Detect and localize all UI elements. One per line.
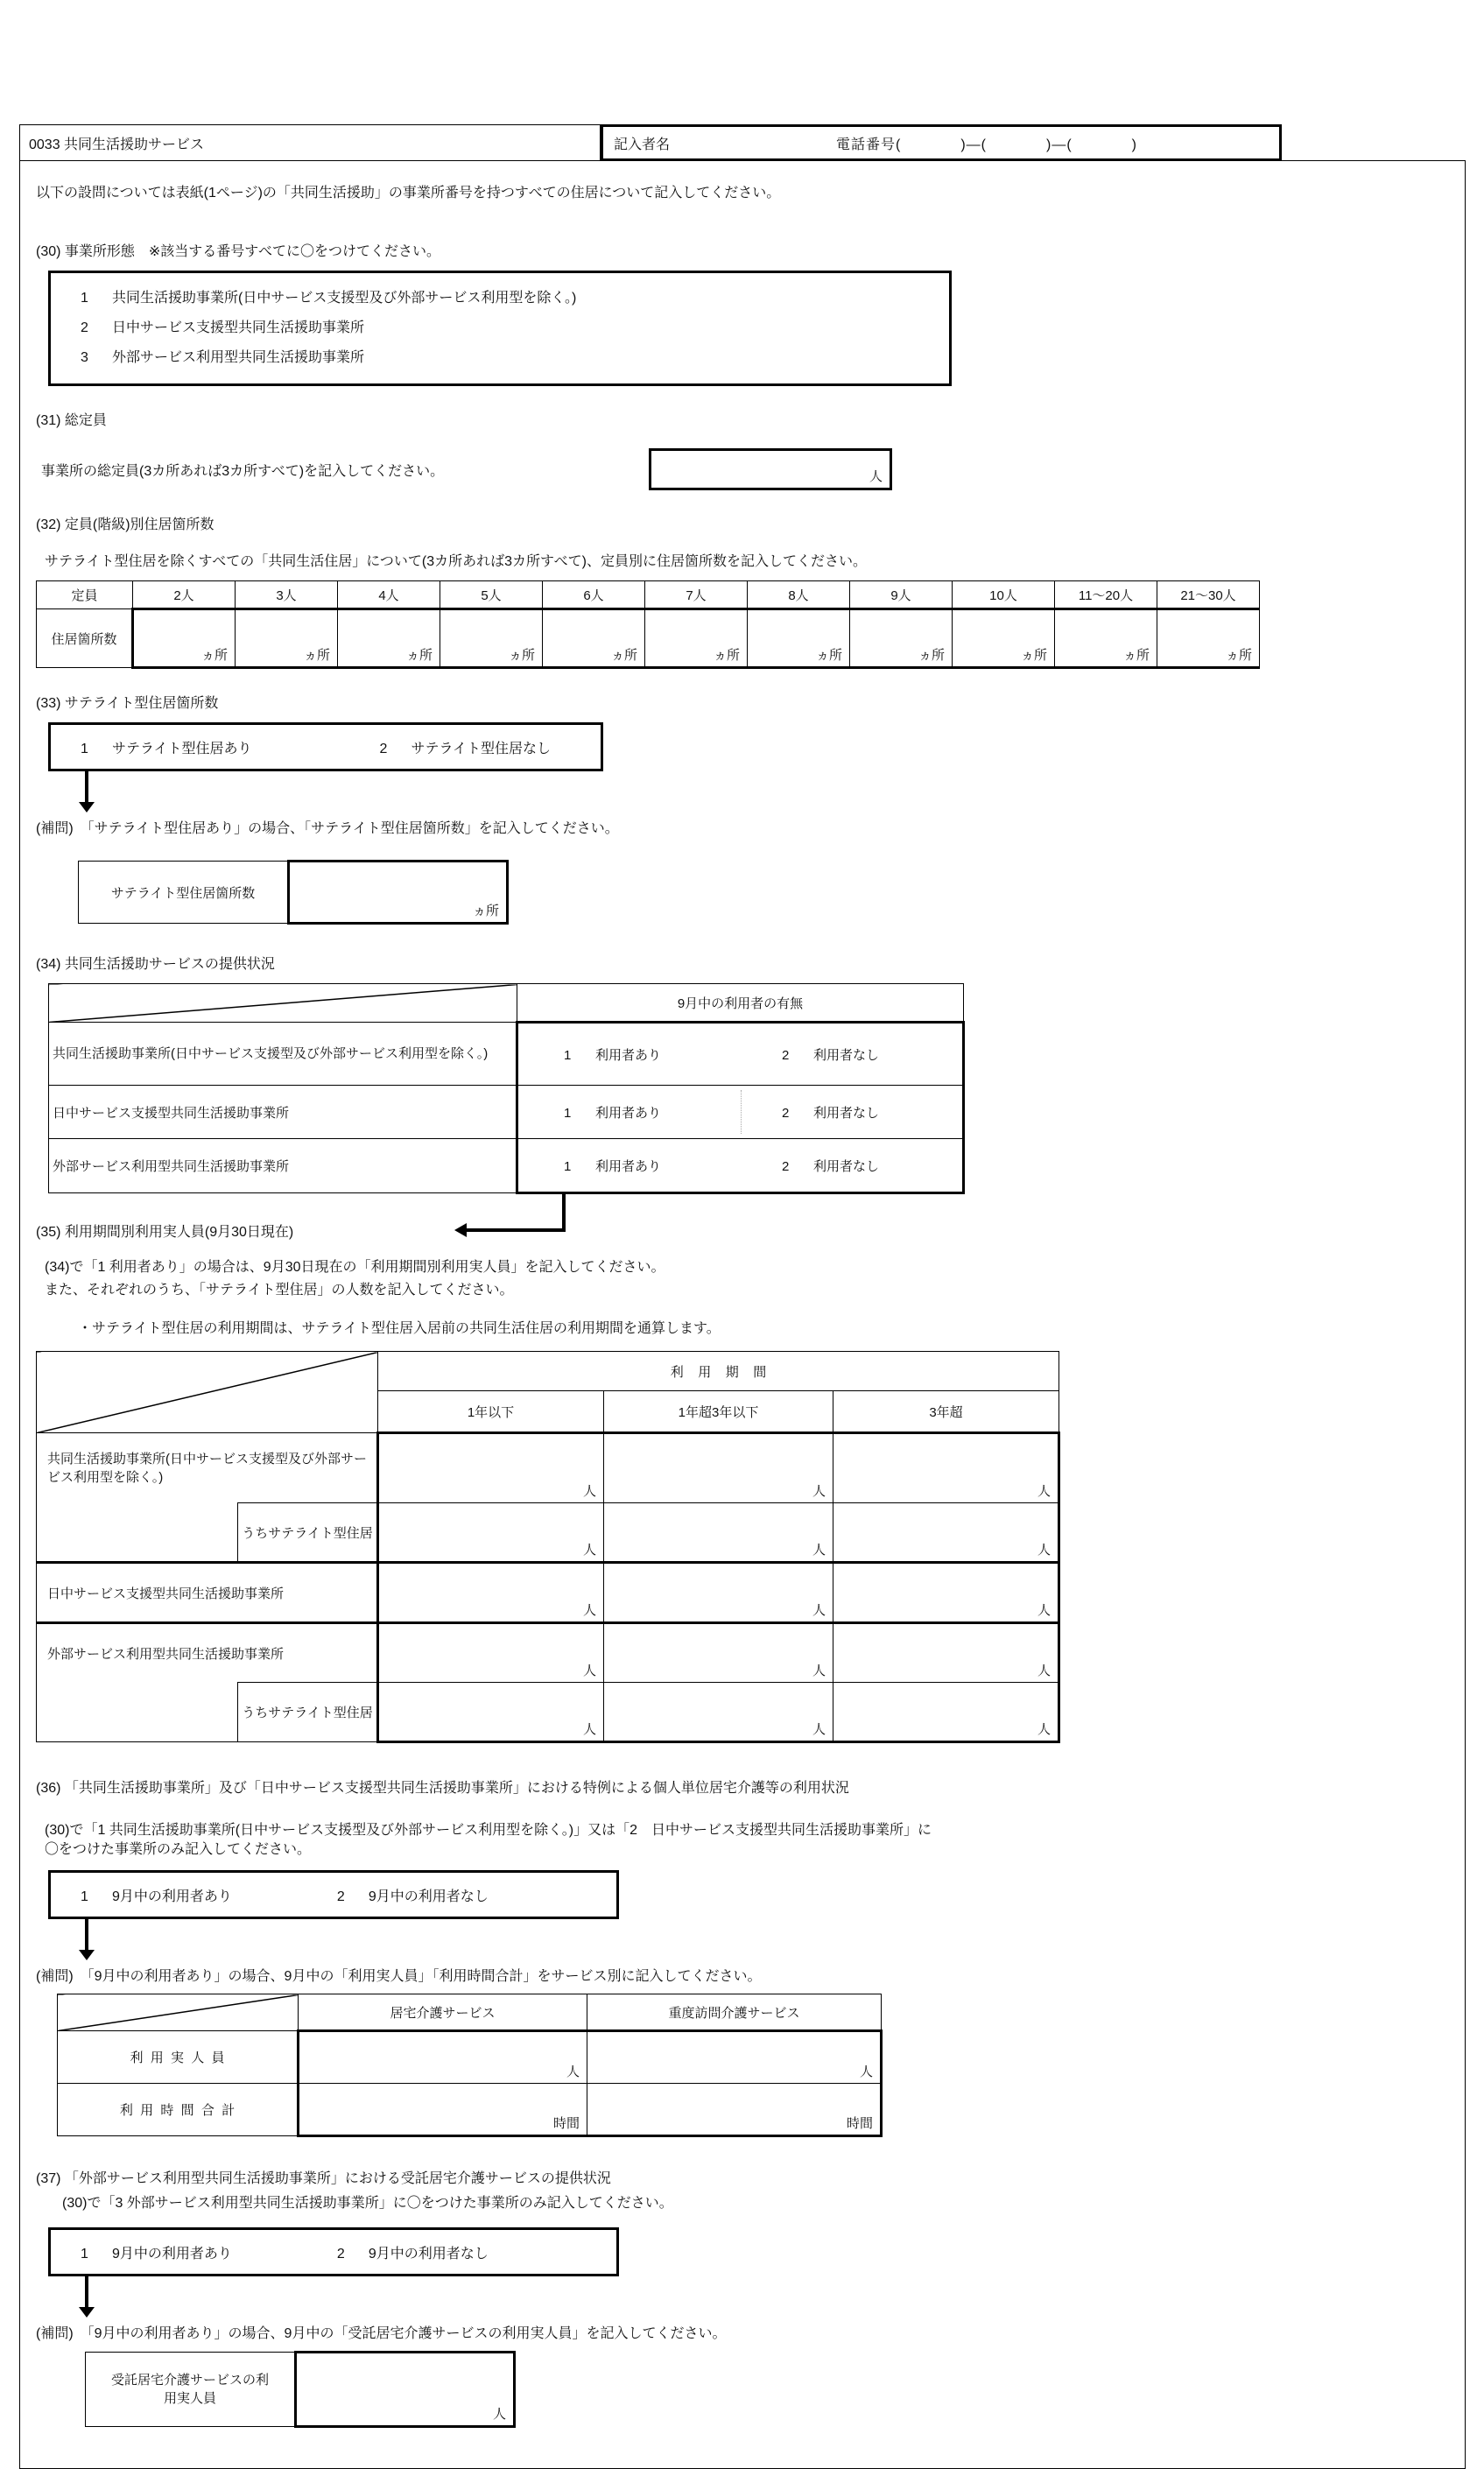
q30-option-1[interactable] [81, 284, 949, 313]
unit-person: 人 [582, 1603, 596, 1618]
q32-entry-cell[interactable] [850, 609, 953, 668]
unit-person: 人 [869, 469, 883, 484]
q34-col-header: 9月中の利用者の有無 [517, 984, 964, 1023]
q31-row [36, 448, 1449, 490]
q35-entry-cell[interactable] [378, 1623, 604, 1683]
q34-answer-cell [517, 1023, 964, 1086]
q36-option-1-label[interactable]: 9月中の利用者あり [112, 1889, 232, 1904]
q30-option-2[interactable] [81, 313, 949, 343]
q35-entry-cell[interactable] [378, 1683, 604, 1742]
q35-entry-cell[interactable] [378, 1433, 604, 1503]
q32-table [36, 580, 1260, 669]
q36-row-label: 利用実人員 [58, 2031, 299, 2084]
unit-places: ヵ所 [918, 648, 945, 663]
q32-entry-cell[interactable] [1157, 609, 1260, 668]
q37-entry-label: 受託居宅介護サービスの利 用実人員 [86, 2353, 296, 2427]
q30-heading: (30) 事業所形態 ※該当する番号すべてに〇をつけてください。 [36, 244, 440, 259]
q35-instruction-2: また、それぞれのうち、「サテライト型住居」の人数を記入してください。 [45, 1283, 514, 1298]
form-code-title: 0033 共同生活援助サービス [29, 137, 205, 152]
unit-places: ヵ所 [200, 648, 228, 663]
q37-entry-table [85, 2351, 516, 2428]
intro-text: 以下の設問については表紙(1ページ)の「共同生活援助」の事業所番号を持つすべての住居について記入してください。 [36, 186, 781, 200]
q36-instruction-line2: 〇をつけた事業所のみ記入してください。 [45, 1842, 312, 1857]
q37-option-1[interactable] [81, 2242, 232, 2262]
q32-col-header: 6人 [543, 581, 645, 609]
q33-option-1-number[interactable]: 1 [81, 741, 88, 756]
q35-entry-cell[interactable] [833, 1563, 1059, 1623]
q35-col-header: 1年超3年以下 [604, 1391, 833, 1433]
unit-places: ヵ所 [472, 904, 499, 918]
dotted-divider [741, 1090, 742, 1134]
q35-section [36, 1220, 1449, 1743]
unit-person: 人 [582, 1484, 596, 1499]
q36-entry-cell[interactable] [299, 2031, 587, 2084]
q35-entry-cell[interactable] [604, 1503, 833, 1563]
q30-option-1-label[interactable]: 共同生活援助事業所(日中サービス支援型及び外部サービス利用型を除く。) [112, 291, 577, 306]
q35-entry-cell[interactable] [833, 1503, 1059, 1563]
q36-entry-cell[interactable] [299, 2084, 587, 2136]
q34-heading: (34) 共同生活援助サービスの提供状況 [36, 957, 275, 972]
q32-entry-cell[interactable] [645, 609, 748, 668]
q35-row-sublabel: うちサテライト型住居 [238, 1683, 378, 1742]
q31-instruction: 事業所の総定員(3カ所あれば3カ所すべて)を記入してください。 [41, 464, 445, 479]
q36-col-header: 居宅介護サービス [299, 1994, 587, 2031]
q32-entry-cell[interactable] [543, 609, 645, 668]
q36-option-2-number[interactable]: 2 [336, 1889, 345, 1904]
q33-supplement: (補問) 「サテライト型住居あり」の場合、「サテライト型住居箇所数」を記入してください。 [36, 821, 619, 836]
down-arrow-icon [85, 771, 88, 803]
q32-row-label: 住居箇所数 [37, 609, 133, 668]
q33-option-2[interactable] [380, 737, 552, 757]
q30-option-3-number[interactable]: 3 [81, 350, 88, 365]
page-body [19, 160, 1466, 2469]
q36-entry-cell[interactable] [587, 2031, 882, 2084]
q32-corner-header: 定員 [37, 581, 133, 609]
unit-places: ヵ所 [1122, 648, 1150, 663]
q36-row-label: 利用時間合計 [58, 2084, 299, 2136]
q35-heading: (35) 利用期間別利用実人員(9月30日現在) [36, 1225, 294, 1240]
q36-col-header: 重度訪問介護サービス [587, 1994, 882, 2031]
q33-option-1-label[interactable]: サテライト型住居あり [112, 741, 252, 756]
q35-col-header: 1年以下 [378, 1391, 604, 1433]
option-user-no[interactable]: 2 利用者なし [782, 1158, 880, 1174]
form-header [19, 124, 1466, 161]
unit-places: ヵ所 [610, 648, 637, 663]
q32-col-header: 11〜20人 [1055, 581, 1157, 609]
q35-entry-cell[interactable] [604, 1433, 833, 1503]
unit-places: ヵ所 [508, 648, 535, 663]
q36-option-1-number[interactable]: 1 [81, 1889, 88, 1904]
q37-supplement: (補問) 「9月中の利用者あり」の場合、9月中の「受託居宅介護サービスの利用実人員」を記入してください。 [36, 2326, 727, 2341]
unit-person: 人 [812, 1664, 826, 1678]
q37-option-1-label[interactable]: 9月中の利用者あり [112, 2246, 232, 2261]
unit-person: 人 [492, 2407, 506, 2422]
diagonal-header-cell [49, 984, 517, 1023]
diagonal-header-cell [37, 1352, 378, 1433]
q35-row-label: 共同生活援助事業所(日中サービス支援型及び外部サービス利用型を除く。) [37, 1433, 378, 1503]
option-user-yes[interactable]: 1 利用者あり [564, 1158, 662, 1174]
q35-row-label: 外部サービス利用型共同生活援助事業所 [37, 1623, 378, 1683]
q33-entry-label: サテライト型住居箇所数 [79, 862, 289, 924]
unit-person: 人 [582, 1664, 596, 1678]
q33-heading: (33) サテライト型住居箇所数 [36, 696, 219, 711]
q33-option-2-label[interactable]: サテライト型住居なし [411, 741, 552, 756]
unit-person: 人 [1037, 1543, 1051, 1558]
unit-places: ヵ所 [1020, 648, 1047, 663]
q35-indent-spacer [37, 1683, 238, 1742]
q34-row-label: 日中サービス支援型共同生活援助事業所 [49, 1086, 517, 1139]
unit-person: 人 [1037, 1722, 1051, 1737]
q35-entry-cell[interactable] [833, 1683, 1059, 1742]
unit-person: 人 [812, 1603, 826, 1618]
q35-table [36, 1351, 1060, 1743]
q37-entrusted-users-entry[interactable] [296, 2353, 515, 2427]
q33-option-2-number[interactable]: 2 [379, 741, 388, 756]
q37-option-2[interactable] [337, 2242, 489, 2262]
unit-places: ヵ所 [1225, 648, 1252, 663]
q35-entry-cell[interactable] [833, 1433, 1059, 1503]
diagonal-header-cell [58, 1994, 299, 2031]
q32-entry-cell[interactable] [236, 609, 338, 668]
q30-option-1-number[interactable]: 1 [81, 291, 88, 306]
option-user-no[interactable]: 2 利用者なし [782, 1047, 880, 1063]
q33-option-1[interactable] [81, 737, 252, 757]
q33-options-box [48, 722, 603, 771]
q32-col-header: 4人 [338, 581, 440, 609]
q36-option-2[interactable] [337, 1885, 489, 1905]
option-user-yes[interactable]: 1 利用者あり [564, 1047, 662, 1063]
unit-person: 人 [812, 1543, 826, 1558]
q33-satellite-count-entry[interactable] [289, 862, 508, 924]
unit-person: 人 [582, 1722, 596, 1737]
q36-option-2-label[interactable]: 9月中の利用者なし [368, 1889, 489, 1904]
q34-answer-cell [517, 1086, 964, 1139]
q35-indent-spacer [37, 1503, 238, 1563]
q36-entry-cell[interactable] [587, 2084, 882, 2136]
q31-total-capacity-entry[interactable] [649, 448, 892, 490]
option-user-yes[interactable]: 1 利用者あり [564, 1105, 662, 1121]
unit-person: 人 [1037, 1484, 1051, 1499]
q35-period-header: 利用期間 [378, 1352, 1059, 1391]
q35-col-header: 3年超 [833, 1391, 1059, 1433]
q32-col-header: 3人 [236, 581, 338, 609]
q30-option-3-label[interactable]: 外部サービス利用型共同生活援助事業所 [112, 350, 365, 365]
unit-person: 人 [566, 2065, 580, 2079]
unit-places: ヵ所 [713, 648, 740, 663]
q32-entry-cell[interactable] [1055, 609, 1157, 668]
unit-places: ヵ所 [303, 648, 330, 663]
recorder-name-label[interactable]: 記入者名 [614, 137, 671, 152]
q32-entry-cell[interactable] [338, 609, 440, 668]
unit-person: 人 [1037, 1664, 1051, 1678]
q37-options-box [48, 2227, 619, 2276]
q35-instruction-1: (34)で「1 利用者あり」の場合は、9月30日現在の「利用期間別利用実人員」を記入してください。 [45, 1260, 665, 1275]
q35-entry-cell[interactable] [604, 1563, 833, 1623]
q32-entry-cell[interactable] [953, 609, 1055, 668]
option-user-no[interactable]: 2 利用者なし [782, 1105, 880, 1121]
q36-instruction-line1: (30)で「1 共同生活援助事業所(日中サービス支援型及び外部サービス利用型を除く。)」又は「2 日中サービス支援型共同生活援助事業所」に [45, 1823, 932, 1838]
q36-option-1[interactable] [81, 1885, 232, 1905]
q34-row-label: 共同生活援助事業所(日中サービス支援型及び外部サービス利用型を除く。) [49, 1023, 517, 1086]
unit-person: 人 [812, 1484, 826, 1499]
q31-heading: (31) 総定員 [36, 413, 107, 428]
q36-options-box [48, 1870, 619, 1919]
q32-instruction: サテライト型住居を除くすべての「共同生活住居」について(3カ所あれば3カ所すべて)、定員別に住居箇所数を記入してください。 [45, 554, 868, 569]
form-title-cell [19, 124, 601, 161]
q35-entry-cell[interactable] [604, 1623, 833, 1683]
q30-option-2-label[interactable]: 日中サービス支援型共同生活援助事業所 [112, 320, 365, 335]
q35-entry-cell[interactable] [378, 1503, 604, 1563]
q32-col-header: 7人 [645, 581, 748, 609]
q35-entry-cell[interactable] [378, 1563, 604, 1623]
q35-entry-cell[interactable] [833, 1623, 1059, 1683]
q30-options-box [48, 271, 952, 386]
phone-number-field[interactable]: 電話番号( )―( )―( ) [836, 137, 1137, 152]
q32-entry-cell[interactable] [748, 609, 850, 668]
q37-option-2-number[interactable]: 2 [336, 2246, 345, 2261]
q32-col-header: 9人 [850, 581, 953, 609]
q33-entry-table [78, 860, 509, 925]
q36-table [57, 1994, 883, 2137]
q32-col-header: 2人 [133, 581, 236, 609]
q37-heading: (37) 「外部サービス利用型共同生活援助事業所」における受託居宅介護サービスの提供状況 [36, 2171, 611, 2186]
q32-entry-cell[interactable] [440, 609, 543, 668]
recorder-info-box[interactable] [601, 124, 1282, 161]
q36-heading: (36) 「共同生活援助事業所」及び「日中サービス支援型共同生活援助事業所」における特例による個人単位居宅介護等の利用状況 [36, 1781, 849, 1796]
q32-col-header: 5人 [440, 581, 543, 609]
form-sheet [19, 124, 1466, 2469]
q32-entry-cell[interactable] [133, 609, 236, 668]
unit-places: ヵ所 [815, 648, 842, 663]
q37-option-1-number[interactable]: 1 [81, 2246, 88, 2261]
q34-answer-cell [517, 1139, 964, 1193]
q37-instruction: (30)で「3 外部サービス利用型共同生活援助事業所」に〇をつけた事業所のみ記入してください。 [62, 2196, 673, 2211]
unit-person: 人 [859, 2065, 873, 2079]
unit-hours: 時間 [846, 2116, 873, 2131]
q35-note: ・サテライト型住居の利用期間は、サテライト型住居入居前の共同生活住居の利用期間を通算します。 [78, 1321, 721, 1336]
q32-col-header: 21〜30人 [1157, 581, 1260, 609]
q32-col-header: 8人 [748, 581, 850, 609]
q32-heading: (32) 定員(階級)別住居箇所数 [36, 517, 215, 532]
q37-option-2-label[interactable]: 9月中の利用者なし [368, 2246, 489, 2261]
unit-person: 人 [582, 1543, 596, 1558]
unit-hours: 時間 [552, 2116, 580, 2131]
q34-row-label: 外部サービス利用型共同生活援助事業所 [49, 1139, 517, 1193]
unit-places: ヵ所 [405, 648, 433, 663]
q30-option-2-number[interactable]: 2 [81, 320, 88, 335]
q35-row-label: 日中サービス支援型共同生活援助事業所 [37, 1563, 378, 1623]
unit-person: 人 [812, 1722, 826, 1737]
q35-row-sublabel: うちサテライト型住居 [238, 1503, 378, 1563]
down-arrow-icon [85, 1919, 88, 1951]
unit-person: 人 [1037, 1603, 1051, 1618]
q32-col-header: 10人 [953, 581, 1055, 609]
q35-entry-cell[interactable] [604, 1683, 833, 1742]
down-arrow-icon [85, 2276, 88, 2308]
q36-supplement: (補問) 「9月中の利用者あり」の場合、9月中の「利用実人員」「利用時間合計」をサービス別に記入してください。 [36, 1969, 762, 1984]
q34-table [48, 983, 965, 1194]
q30-option-3[interactable] [81, 343, 949, 373]
